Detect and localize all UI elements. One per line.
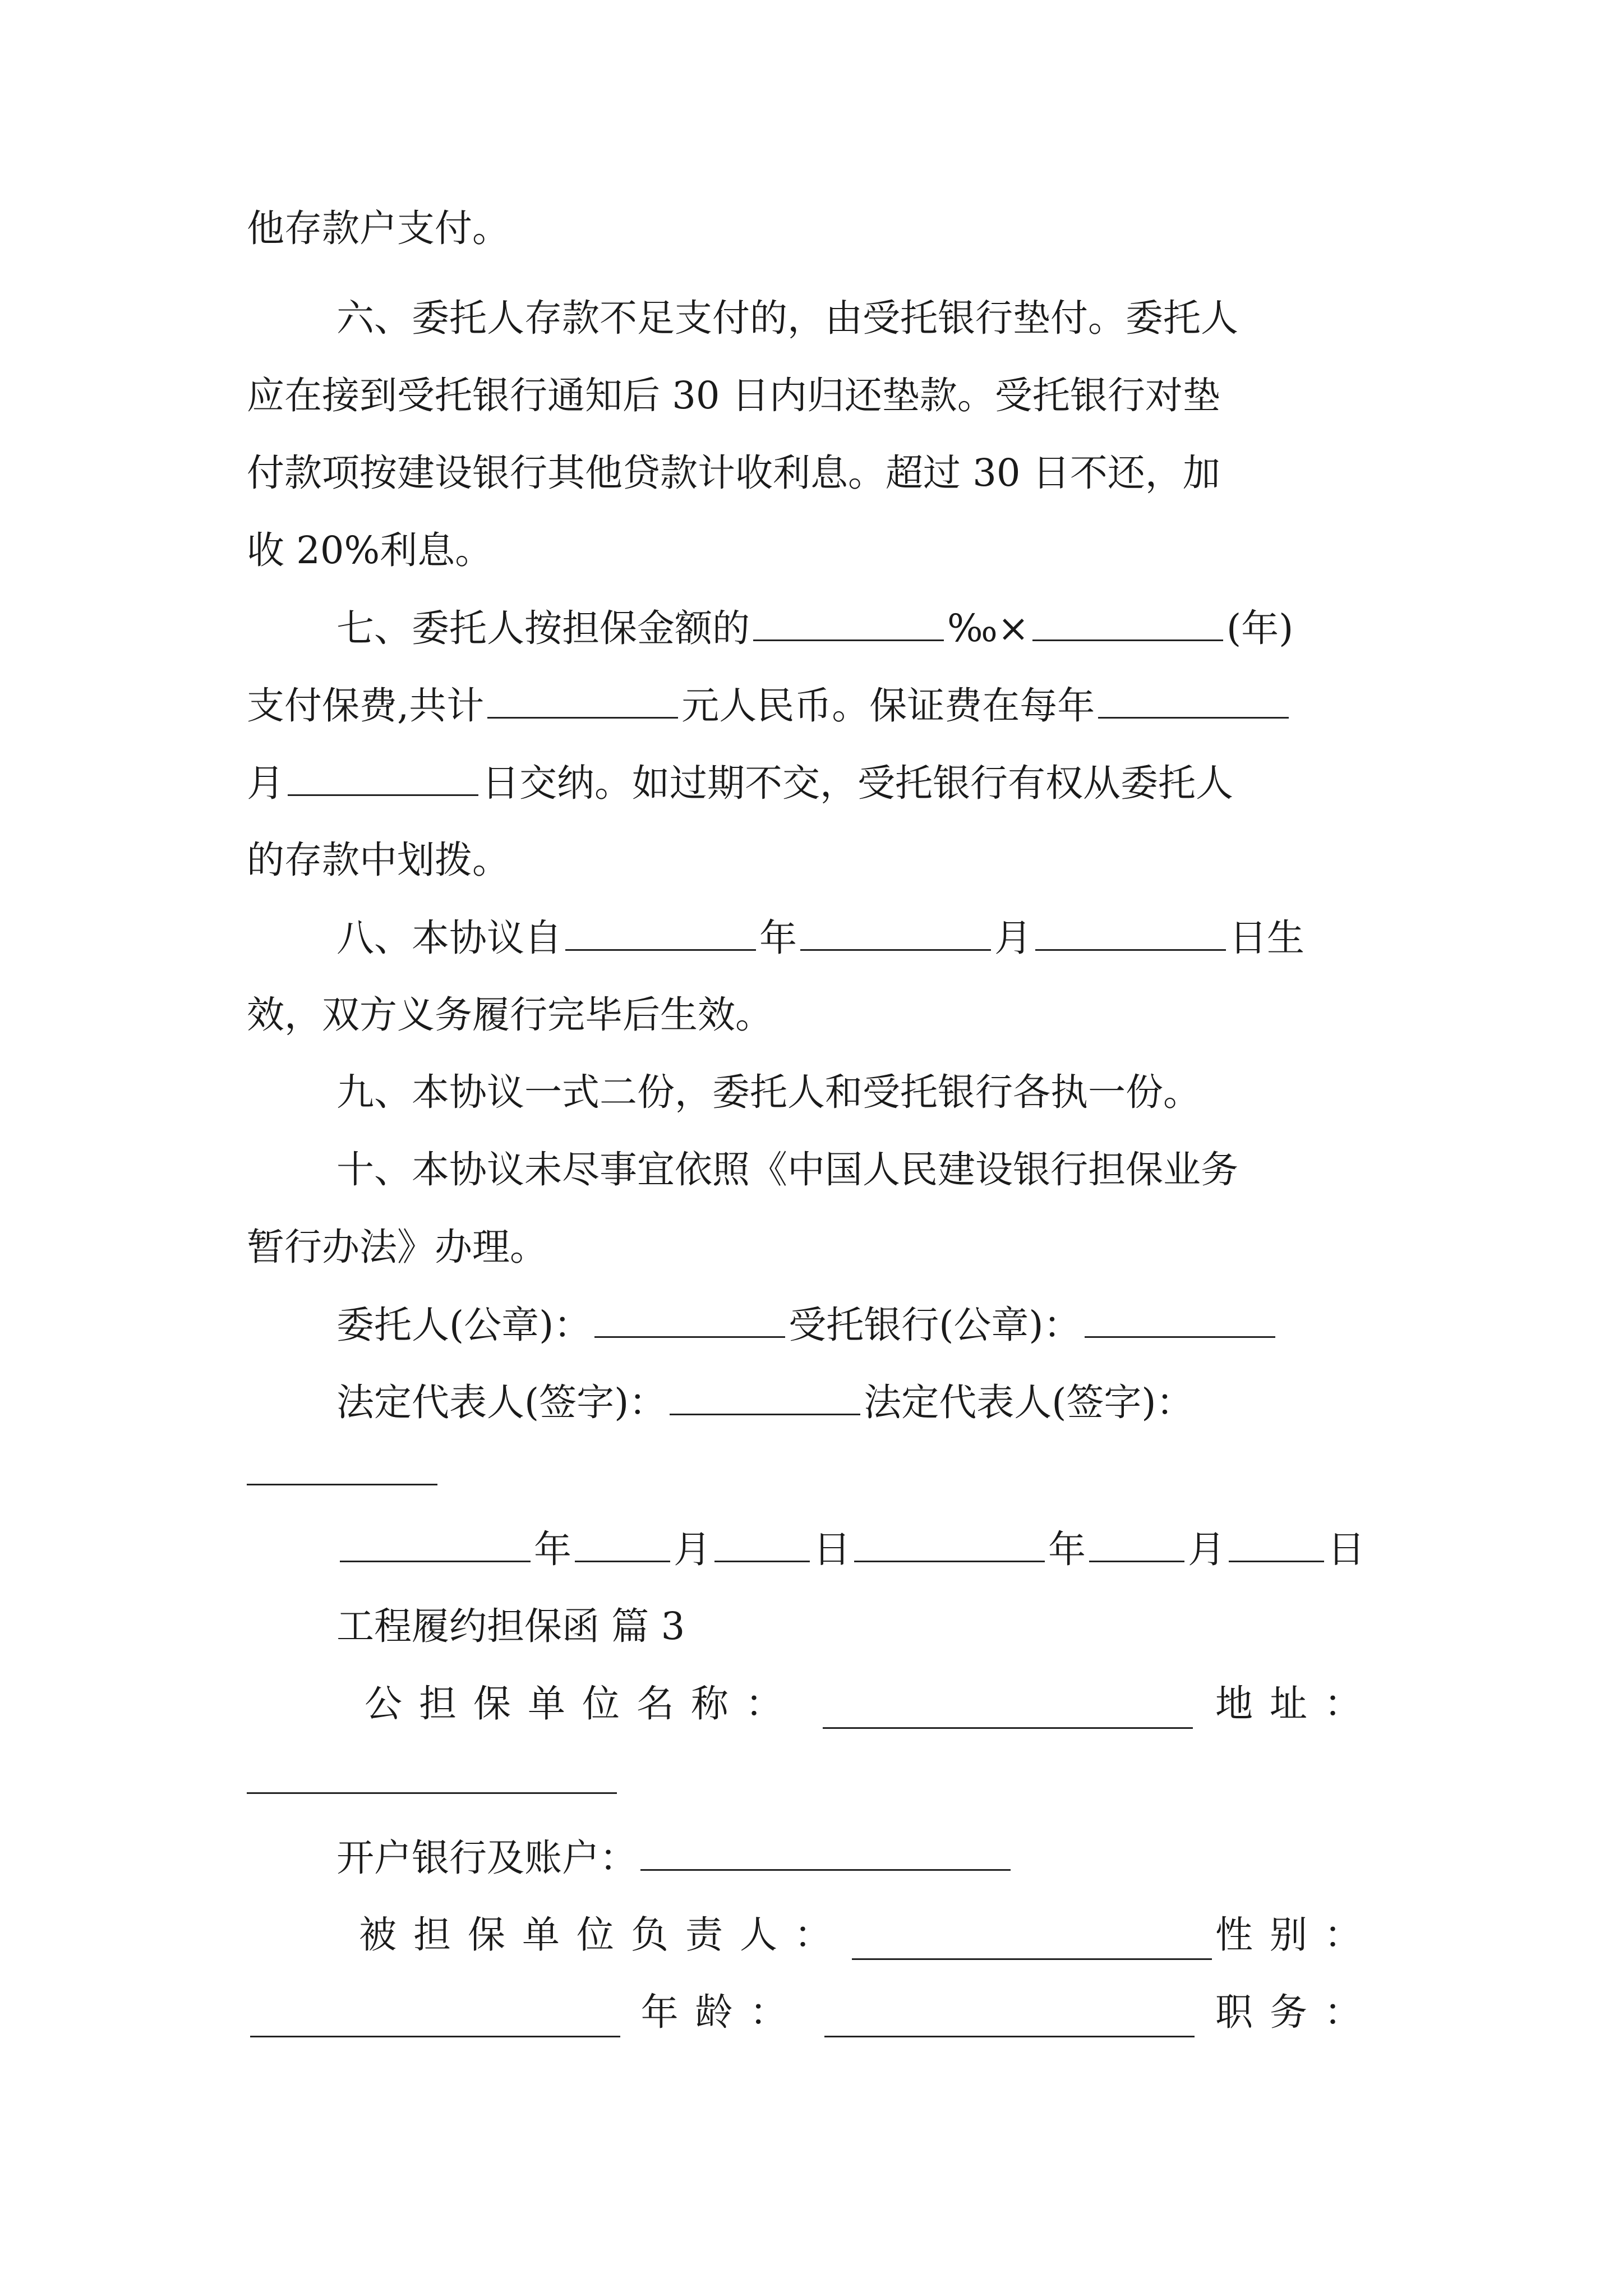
start-day-blank[interactable] bbox=[1035, 912, 1226, 951]
age-blank[interactable] bbox=[824, 1999, 1195, 2037]
responsible-person-blank[interactable] bbox=[852, 1921, 1212, 1960]
bank-year-blank[interactable] bbox=[854, 1524, 1045, 1562]
text: 年 bbox=[534, 1527, 571, 1571]
start-year-blank[interactable] bbox=[565, 912, 756, 951]
years-blank[interactable] bbox=[1032, 602, 1223, 641]
text: (年) bbox=[1227, 606, 1294, 650]
bank-account-blank[interactable] bbox=[640, 1832, 1011, 1871]
text: 月 bbox=[994, 916, 1032, 960]
paragraph-six-line-4: 收 20%利息。 bbox=[247, 528, 493, 572]
text: 月 bbox=[1188, 1527, 1225, 1571]
paragraph-seven-line-1 bbox=[336, 602, 1293, 653]
text: 月 bbox=[247, 761, 284, 805]
gender-blank[interactable] bbox=[250, 1999, 620, 2037]
seal-line bbox=[336, 1299, 1279, 1350]
text: 职务： bbox=[1215, 1990, 1378, 2034]
text: 元人民币。保证费在每年 bbox=[681, 684, 1095, 728]
client-month-blank[interactable] bbox=[575, 1524, 670, 1562]
bank-seal-blank[interactable] bbox=[1085, 1299, 1275, 1338]
text: 支付保费,共计 bbox=[247, 684, 485, 728]
paragraph-seven-line-3 bbox=[247, 757, 1233, 808]
paragraph-ten-line-2: 暂行办法》办理。 bbox=[247, 1225, 547, 1269]
text: 开户银行及账户： bbox=[336, 1836, 637, 1880]
address-blank[interactable] bbox=[247, 1792, 617, 1794]
amount-blank[interactable] bbox=[487, 680, 678, 719]
text: 年 bbox=[759, 916, 797, 960]
client-year-blank[interactable] bbox=[340, 1524, 531, 1562]
paragraph-eight-line-2: 效，双方义务履行完毕后生效。 bbox=[247, 993, 773, 1037]
text: ‰× bbox=[947, 606, 1030, 650]
text: 年龄： bbox=[640, 1990, 804, 2034]
paragraph-line: 他存款户支付。 bbox=[247, 206, 510, 250]
bank-rep-blank[interactable] bbox=[247, 1484, 437, 1485]
guaranteed-person-line bbox=[359, 1910, 1378, 1960]
text: 八、本协议自 bbox=[336, 916, 562, 960]
date-line bbox=[336, 1524, 1365, 1574]
paragraph-six-line-2: 应在接到受托银行通知后 30 日内归还垫款。受托银行对垫 bbox=[247, 374, 1220, 417]
paragraph-seven-line-2 bbox=[247, 680, 1292, 730]
signature-line bbox=[336, 1377, 1194, 1427]
text: 受托银行(公章)： bbox=[789, 1303, 1081, 1347]
client-day-blank[interactable] bbox=[714, 1524, 810, 1562]
day-blank[interactable] bbox=[288, 757, 478, 796]
bank-account-line bbox=[336, 1832, 1014, 1883]
guarantor-line bbox=[365, 1678, 1378, 1729]
text: 日 bbox=[1327, 1527, 1365, 1571]
age-title-line bbox=[247, 1987, 1378, 2037]
paragraph-nine: 九、本协议一式二份，委托人和受托银行各执一份。 bbox=[336, 1070, 1201, 1114]
section-heading: 工程履约担保函 篇 3 bbox=[336, 1604, 685, 1648]
text: 日 bbox=[813, 1527, 851, 1571]
text: 日生 bbox=[1229, 916, 1304, 960]
bank-month-blank[interactable] bbox=[1089, 1524, 1184, 1562]
text: 日交纳。如过期不交，受托银行有权从委托人 bbox=[482, 761, 1233, 805]
text: 法定代表人(签字)： bbox=[336, 1381, 667, 1424]
text: 七、委托人按担保金额的 bbox=[336, 606, 750, 650]
client-seal-blank[interactable] bbox=[594, 1299, 785, 1338]
text: 性别： bbox=[1215, 1913, 1378, 1957]
text: 地址： bbox=[1215, 1682, 1378, 1726]
rate-blank[interactable] bbox=[753, 602, 944, 641]
client-rep-blank[interactable] bbox=[670, 1377, 860, 1415]
bank-day-blank[interactable] bbox=[1229, 1524, 1324, 1562]
text: 委托人(公章)： bbox=[336, 1303, 592, 1347]
text: 公担保单位名称： bbox=[365, 1682, 800, 1726]
start-month-blank[interactable] bbox=[800, 912, 991, 951]
paragraph-ten-line-1: 十、本协议未尽事宜依照《中国人民建设银行担保业务 bbox=[336, 1148, 1238, 1191]
month-blank[interactable] bbox=[1098, 680, 1289, 719]
guarantor-name-blank[interactable] bbox=[823, 1690, 1193, 1729]
paragraph-eight-line-1 bbox=[336, 912, 1304, 963]
text: 年 bbox=[1048, 1527, 1086, 1571]
paragraph-six-line-1: 六、委托人存款不足支付的，由受托银行垫付。委托人 bbox=[336, 296, 1238, 340]
text: 月 bbox=[674, 1527, 711, 1571]
paragraph-seven-line-4: 的存款中划拨。 bbox=[247, 838, 510, 882]
paragraph-six-line-3: 付款项按建设银行其他贷款计收利息。超过 30 日不还，加 bbox=[247, 451, 1220, 495]
text: 被担保单位负责人： bbox=[359, 1913, 849, 1957]
text: 法定代表人(签字)： bbox=[864, 1381, 1194, 1424]
